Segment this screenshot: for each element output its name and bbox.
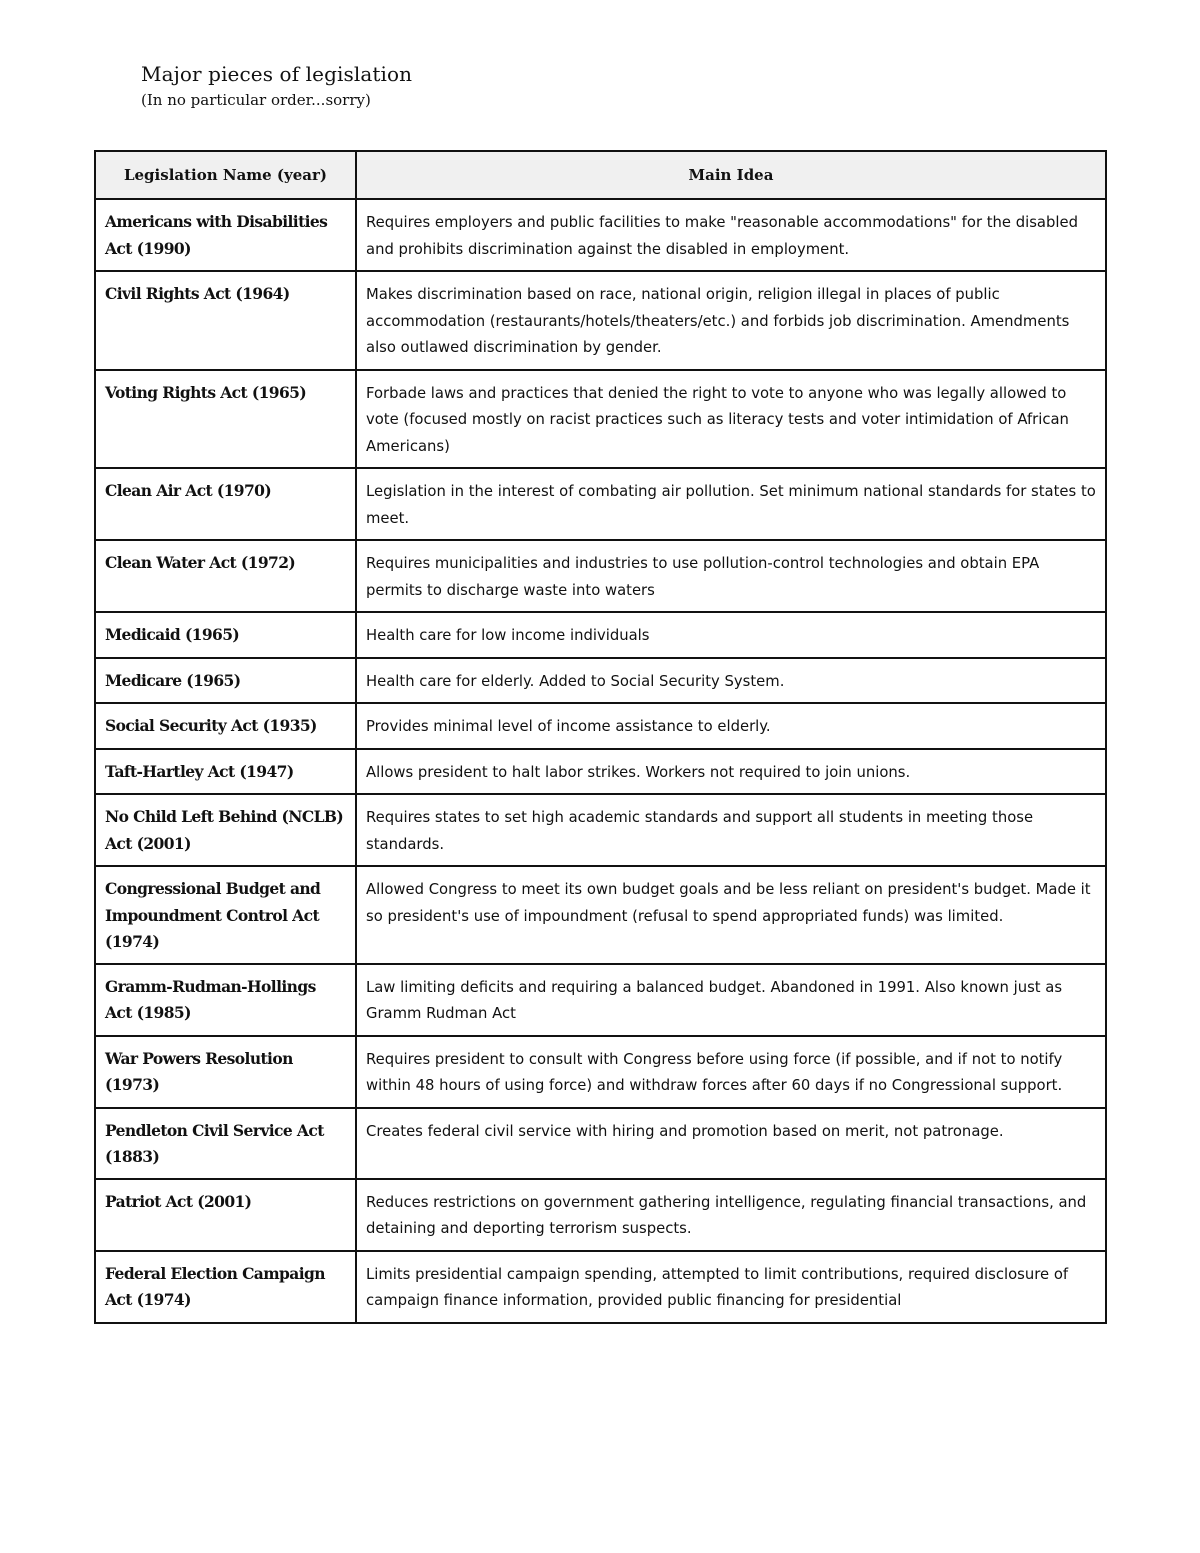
legislation-idea: Requires states to set high academic standards and support all students in meeting those standards. [356,794,1106,866]
legislation-idea: Creates federal civil service with hiring and promotion based on merit, not patronage. [356,1108,1106,1179]
legislation-idea: Limits presidential campaign spending, attempted to limit contributions, required disclosure of campaign finance information, provided public financing for presidential [356,1251,1106,1323]
legislation-idea: Makes discrimination based on race, national origin, religion illegal in places of public accommodation (restaurants/hotels/theaters/etc.) and forbids job discrimination. Amendments also outlawed discrimination by gender. [356,271,1106,370]
table-row [95,612,1106,658]
legislation-name: Clean Air Act (1970) [95,468,356,540]
legislation-idea: Legislation in the interest of combating air pollution. Set minimum national standards for states to meet. [356,468,1106,540]
legislation-name: Social Security Act (1935) [95,703,356,749]
table-row [95,658,1106,704]
table-row [95,1036,1106,1108]
page-title: Major pieces of legislation [141,62,413,86]
table-row [95,271,1106,370]
legislation-idea: Allows president to halt labor strikes. Workers not required to join unions. [356,749,1106,795]
table-row [95,749,1106,795]
legislation-idea: Allowed Congress to meet its own budget goals and be less reliant on president's budget. Made it so president's use of impoundment (refusal to spend appropriated funds) was limited. [356,866,1106,964]
table-row [95,1108,1106,1179]
table-row [95,703,1106,749]
legislation-name: Medicaid (1965) [95,612,356,658]
legislation-idea: Health care for low income individuals [356,612,1106,658]
legislation-name: War Powers Resolution (1973) [95,1036,356,1108]
legislation-name: Americans with Disabilities Act (1990) [95,199,356,271]
legislation-name: Gramm-Rudman-Hollings Act (1985) [95,964,356,1036]
legislation-idea: Requires president to consult with Congress before using force (if possible, and if not to notify within 48 hours of using force) and withdraw forces after 60 days if no Congressional support. [356,1036,1106,1108]
legislation-name: Taft-Hartley Act (1947) [95,749,356,795]
table-row [95,199,1106,271]
legislation-table [94,150,1107,1324]
legislation-idea: Health care for elderly. Added to Social Security System. [356,658,1106,704]
legislation-name: Pendleton Civil Service Act (1883) [95,1108,356,1179]
legislation-name: Federal Election Campaign Act (1974) [95,1251,356,1323]
legislation-name: Patriot Act (2001) [95,1179,356,1251]
legislation-name: Medicare (1965) [95,658,356,704]
page-header [141,60,412,112]
legislation-name: Congressional Budget and Impoundment Control Act (1974) [95,866,356,964]
legislation-idea: Provides minimal level of income assistance to elderly. [356,703,1106,749]
legislation-idea: Law limiting deficits and requiring a balanced budget. Abandoned in 1991. Also known just as Gramm Rudman Act [356,964,1106,1036]
legislation-name: No Child Left Behind (NCLB) Act (2001) [95,794,356,866]
legislation-idea: Requires municipalities and industries to use pollution-control technologies and obtain EPA permits to discharge waste into waters [356,540,1106,612]
legislation-name: Voting Rights Act (1965) [95,370,356,469]
page-subtitle: (In no particular order...sorry) [141,91,371,109]
legislation-idea: Reduces restrictions on government gathering intelligence, regulating financial transactions, and detaining and deporting terrorism suspects. [356,1179,1106,1251]
table-row [95,468,1106,540]
legislation-idea: Requires employers and public facilities to make "reasonable accommodations" for the disabled and prohibits discrimination against the disabled in employment. [356,199,1106,271]
table-row [95,1251,1106,1323]
table-header-row [95,151,1106,199]
column-header-idea: Main Idea [356,151,1106,199]
legislation-name: Clean Water Act (1972) [95,540,356,612]
table-row [95,540,1106,612]
table-row [95,964,1106,1036]
table-row [95,866,1106,964]
legislation-idea: Forbade laws and practices that denied the right to vote to anyone who was legally allowed to vote (focused mostly on racist practices such as literacy tests and voter intimidation of African Americans) [356,370,1106,469]
table-row [95,1179,1106,1251]
table-row [95,794,1106,866]
column-header-name: Legislation Name (year) [95,151,356,199]
table-row [95,370,1106,469]
legislation-name: Civil Rights Act (1964) [95,271,356,370]
